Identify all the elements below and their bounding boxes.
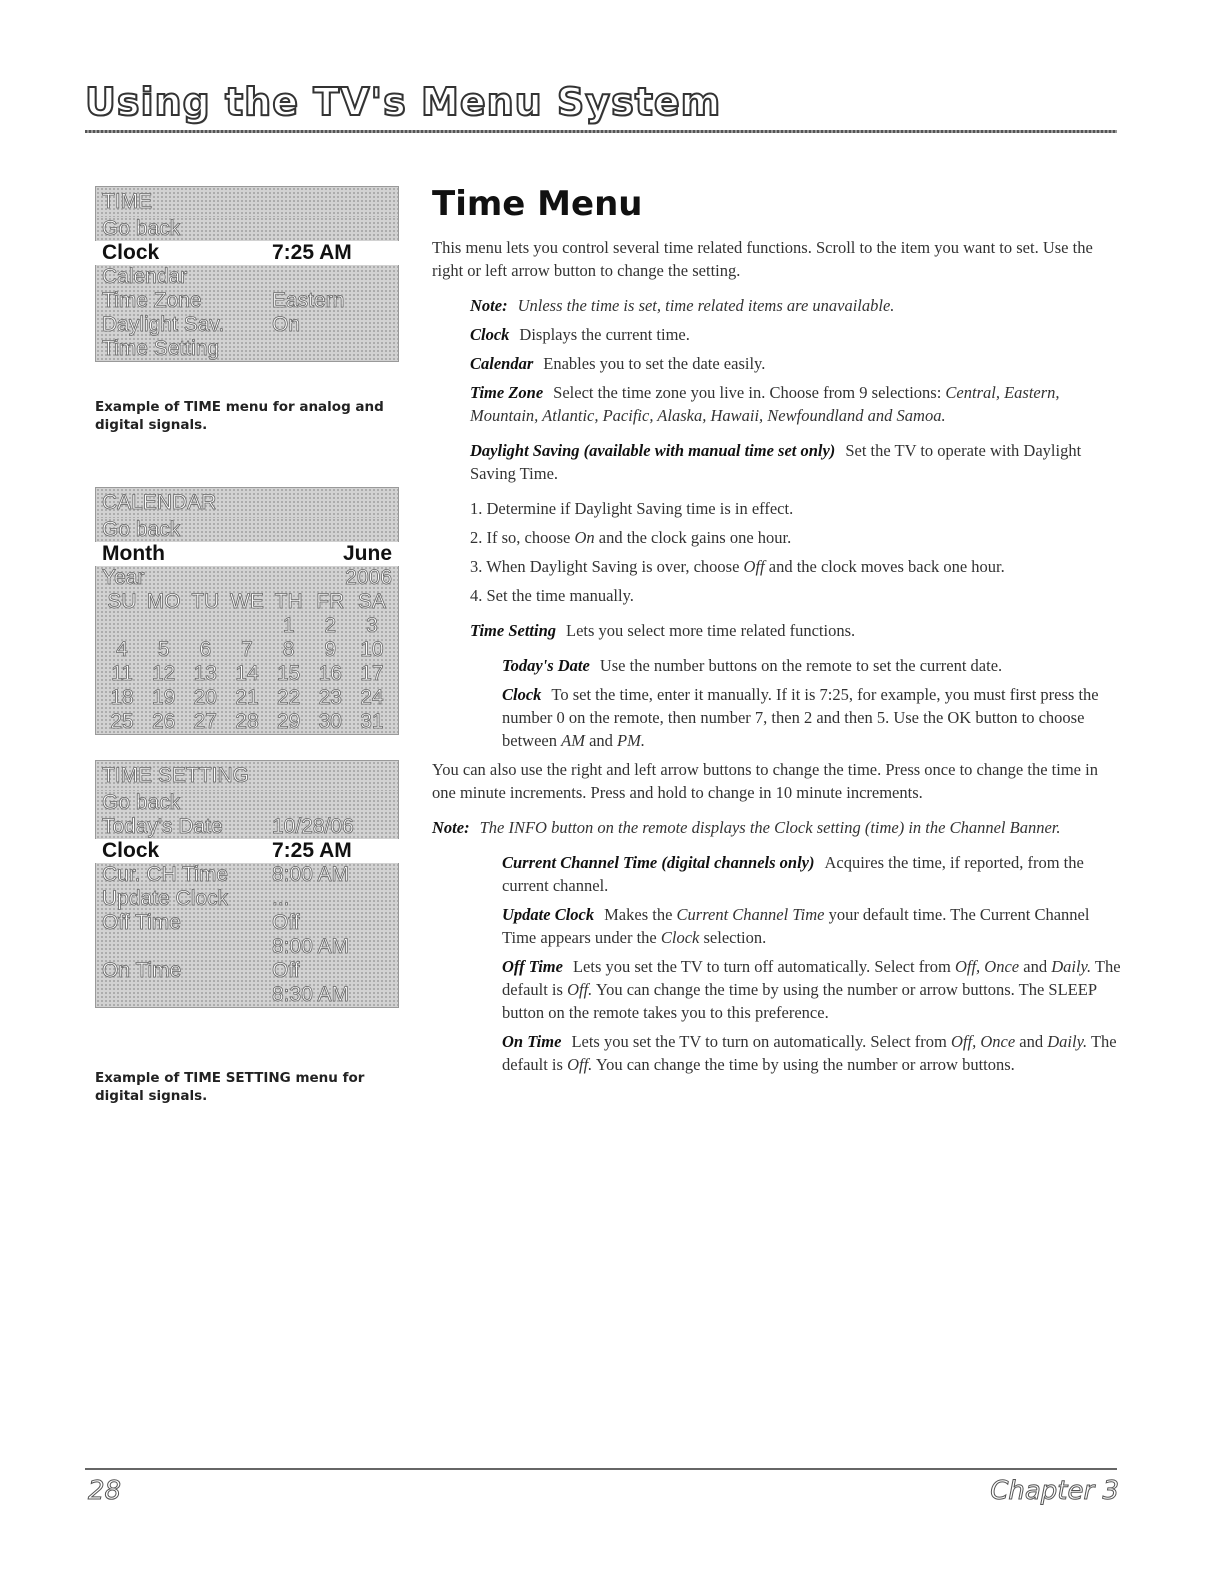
time-menu-row <box>95 313 399 337</box>
calendar-day: 22 <box>276 686 301 709</box>
time-setting-menu-row-value: 8:00 AM <box>272 935 350 958</box>
time-menu-row-label: Clock <box>102 241 160 264</box>
time-setting-menu-row <box>95 911 399 935</box>
calendar-day: 24 <box>360 686 384 709</box>
clock-description: Clock Displays the current time. <box>470 325 690 344</box>
time-setting-menu-row <box>95 959 399 983</box>
time-menu-row-label: Calendar <box>102 265 188 288</box>
calendar-day: 5 <box>157 638 170 661</box>
time-setting-menu-row-label: TIME SETTING <box>102 764 249 787</box>
time-menu-row-value <box>272 217 392 241</box>
calendar-day: 19 <box>151 686 176 709</box>
time-setting-menu-row-value <box>272 791 392 815</box>
calendar-day: 12 <box>151 662 176 685</box>
calendar-week-row <box>95 710 399 735</box>
calendar-day <box>102 614 142 638</box>
calendar-day: 25 <box>110 710 134 733</box>
calendar-day <box>144 614 184 638</box>
calendar-day <box>185 614 225 638</box>
calendar-day: 23 <box>318 686 342 709</box>
calendar-day: 15 <box>276 662 301 685</box>
time-setting-menu-row-label: Off Time <box>102 911 181 934</box>
calendar-day: 18 <box>110 686 134 709</box>
calendar-description: Calendar Enables you to set the date easily. <box>470 354 766 373</box>
clock-setting-description: Clock To set the time, enter it manually. If it is 7:25, for example, you must first press the number 0 on the remote, then number 7, then 2 and then 5. Use the OK button to choose between AM and PM. <box>502 685 1099 750</box>
calendar-menu-month: Month June <box>95 542 399 566</box>
time-setting-menu-row-label: Today's Date <box>102 815 223 838</box>
time-menu-row-value <box>272 265 392 289</box>
time-menu-row-label: Daylight Sav. <box>102 313 225 336</box>
calendar-week-row <box>95 638 399 662</box>
calendar-day: 27 <box>193 710 217 733</box>
time-menu-row-label: TIME <box>102 190 153 213</box>
calendar-day: 28 <box>235 710 259 733</box>
time-setting-menu-row-value: 10/28/06 <box>272 815 354 838</box>
calendar-weekday: MO <box>146 590 181 613</box>
calendar-grid <box>95 614 399 735</box>
daylight-step-1: 1. Determine if Daylight Saving time is in effect. <box>470 499 794 518</box>
calendar-day: 17 <box>360 662 384 685</box>
calendar-day: 2 <box>324 614 337 637</box>
calendar-weekday: WE <box>230 590 264 613</box>
time-setting-menu-row-value: ... <box>272 887 290 910</box>
calendar-day: 26 <box>151 710 176 733</box>
time-setting-menu-row <box>95 839 399 863</box>
on-time-description: On Time Lets you set the TV to turn on automatically. Select from Off, Once and Daily. The default is Off. You can change the time by using the number or arrow buttons. <box>502 1032 1117 1074</box>
current-channel-time-description: Current Channel Time (digital channels only) Acquires the time, if reported, from the current channel. <box>502 853 1084 895</box>
time-setting-menu-row-value: 8:30 AM <box>272 983 350 1006</box>
calendar-menu-go-back: Go back <box>95 518 399 542</box>
calendar-week-row <box>95 662 399 686</box>
calendar-weekday: SU <box>107 590 137 613</box>
calendar-week-row <box>95 614 399 638</box>
calendar-menu-screenshot <box>95 487 399 735</box>
calendar-day: 7 <box>241 638 253 661</box>
time-setting-menu-row-label: Go back <box>102 791 181 814</box>
footer-divider <box>85 1468 1117 1470</box>
todays-date-description: Today's Date Use the number buttons on the remote to set the current date. <box>502 656 1003 675</box>
time-setting-menu-row-value: Off <box>272 911 300 934</box>
daylight-step-3: 3. When Daylight Saving is over, choose Off and the clock moves back one hour. <box>470 557 1005 576</box>
calendar-day: 21 <box>235 686 259 709</box>
time-setting-menu-row-value: 7:25 AM <box>272 839 352 862</box>
time-setting-menu-row-label: On Time <box>102 959 182 982</box>
calendar-weekday-row <box>95 590 399 614</box>
time-setting-menu-row-label: Update Clock <box>102 887 229 910</box>
calendar-day: 9 <box>324 638 337 661</box>
daylight-step-4: 4. Set the time manually. <box>470 586 634 605</box>
time-setting-menu-row <box>95 983 399 1008</box>
time-setting-menu-row <box>95 935 399 959</box>
calendar-weekday: TU <box>191 590 220 613</box>
time-setting-menu-row <box>95 791 399 815</box>
time-menu-row-label: Time Setting <box>102 337 220 360</box>
calendar-week-row <box>95 686 399 710</box>
time-setting-menu-row-value: 8:00 AM <box>272 863 350 886</box>
time-setting-menu-caption: Example of TIME SETTING menu for digital signals. <box>95 1070 365 1104</box>
calendar-day: 16 <box>318 662 342 685</box>
arrow-buttons-paragraph: You can also use the right and left arrow buttons to change the time. Press once to change the time in one minute increments. Press and hold to change in 10 minute increments. <box>432 760 1098 802</box>
time-setting-menu-row <box>95 815 399 839</box>
off-time-description: Off Time Lets you set the TV to turn off automatically. Select from Off, Once and Daily. The default is Off. You can change the time by using the number or arrow buttons. The SLEEP button on the remote takes you to this preference. <box>502 957 1121 1022</box>
time-setting-description: Time Setting Lets you select more time related functions. <box>470 621 856 640</box>
time-menu-row-label: Time Zone <box>102 289 202 312</box>
time-setting-menu-row-label: Clock <box>102 839 160 862</box>
calendar-day: 20 <box>193 686 217 709</box>
calendar-menu-title: CALENDAR <box>95 487 399 518</box>
calendar-day: 14 <box>235 662 259 685</box>
time-menu-caption: Example of TIME menu for analog and digital signals. <box>95 399 384 433</box>
calendar-day: 31 <box>360 710 384 733</box>
calendar-day: 3 <box>366 614 378 637</box>
time-menu-row-value <box>272 337 392 361</box>
calendar-menu-year: Year 2006 <box>95 566 399 590</box>
calendar-weekday: FR <box>316 590 345 613</box>
section-body <box>432 236 1122 1082</box>
calendar-day: 29 <box>276 710 301 733</box>
time-setting-menu-row <box>95 887 399 911</box>
page-number: 28 <box>88 1476 122 1506</box>
calendar-day: 30 <box>318 710 342 733</box>
calendar-day: 4 <box>116 638 128 661</box>
page-header-title: Using the TV's Menu System <box>85 80 722 124</box>
time-menu-screenshot <box>95 186 399 362</box>
update-clock-description: Update Clock Makes the Current Channel Time your default time. The Current Channel Time appears under the Clock selection. <box>502 905 1090 947</box>
calendar-day: 6 <box>199 638 212 661</box>
calendar-day: 11 <box>111 662 133 685</box>
calendar-day: 13 <box>193 662 217 685</box>
calendar-weekday: TH <box>274 590 303 613</box>
daylight-description: Daylight Saving (available with manual time set only) Set the TV to operate with Daylight Saving Time. <box>470 441 1082 483</box>
time-setting-menu-row-label: Cur. CH Time <box>102 863 229 886</box>
time-setting-menu-row-value: Off <box>272 959 300 982</box>
time-menu-row-value: Eastern <box>272 289 345 312</box>
header-divider <box>85 130 1117 133</box>
time-setting-menu-row-value <box>272 761 392 791</box>
note-unavailable: Note: Unless the time is set, time related items are unavailable. <box>470 296 895 315</box>
section-title: Time Menu <box>432 184 643 224</box>
calendar-day <box>227 614 267 638</box>
time-menu-row <box>95 265 399 289</box>
calendar-day: 8 <box>282 638 295 661</box>
time-setting-menu-row <box>95 760 399 791</box>
time-menu-row <box>95 337 399 362</box>
chapter-label: Chapter 3 <box>990 1476 1119 1506</box>
time-menu-row <box>95 186 399 217</box>
time-menu-row-value: 7:25 AM <box>272 241 352 264</box>
time-menu-row-value <box>272 187 392 217</box>
time-menu-row-label: Go back <box>102 217 181 240</box>
time-menu-row <box>95 241 399 265</box>
time-menu-row-value: On <box>272 313 301 336</box>
note-info-button: Note: The INFO button on the remote displays the Clock setting (time) in the Channel Banner. <box>432 818 1061 837</box>
time-setting-menu-screenshot <box>95 760 399 1008</box>
time-menu-row <box>95 289 399 313</box>
time-menu-row <box>95 217 399 241</box>
daylight-step-2: 2. If so, choose On and the clock gains one hour. <box>470 528 792 547</box>
calendar-day: 1 <box>282 614 295 637</box>
calendar-weekday: SA <box>357 590 386 613</box>
calendar-day: 10 <box>360 638 384 661</box>
time-setting-menu-row <box>95 863 399 887</box>
timezone-description: Time Zone Select the time zone you live in. Choose from 9 selections: Central, Eastern, Mountain, Atlantic, Pacific, Alaska, Hawaii, Newfoundland and Samoa. <box>470 383 1060 425</box>
intro-paragraph: This menu lets you control several time related functions. Scroll to the item you want to set. Use the right or left arrow button to change the setting. <box>432 238 1093 280</box>
